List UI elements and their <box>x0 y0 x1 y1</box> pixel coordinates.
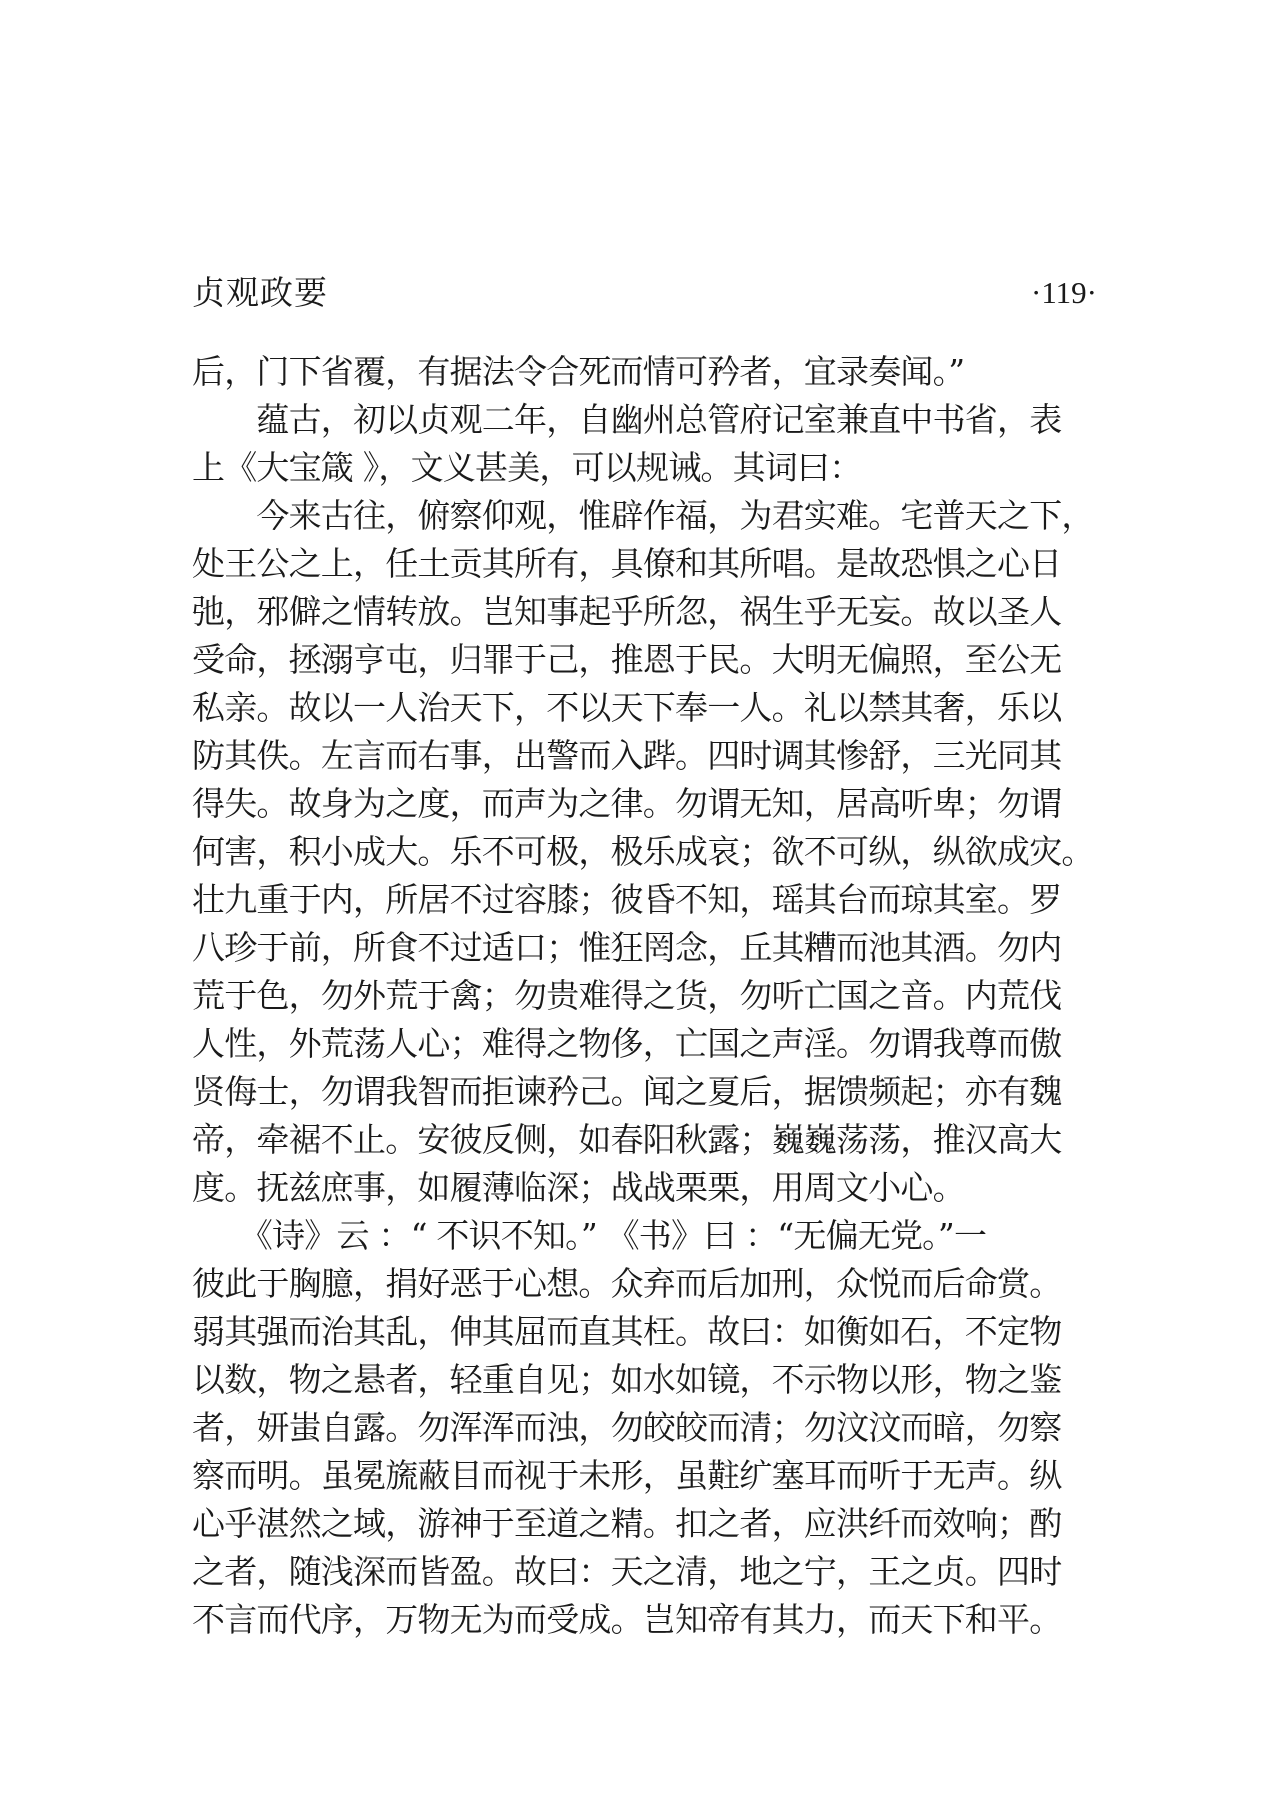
text-line: 度。抚兹庶事，如履薄临深；战战栗栗，用周文小心。 <box>192 1168 965 1207</box>
text-line: 后，门下省覆，有据法令合死而情可矜者，宜录奏闻。” <box>192 352 965 391</box>
text-line: 《诗》云 ：“ 不识不知。” 《书》曰 ：“无偏无党。”一 <box>192 1216 987 1255</box>
text-line: 私亲。故以一人治天下，不以天下奉一人。礼以禁其奢，乐以 <box>192 688 1062 727</box>
book-title: 贞观政要 <box>192 273 328 312</box>
running-header <box>192 268 1097 318</box>
text-line: 防其佚。左言而右事，出警而入跸。四时调其惨舒，三光同其 <box>192 736 1062 775</box>
text-line: 人性，外荒荡人心；难得之物侈，亡国之声淫。勿谓我尊而傲 <box>192 1024 1062 1063</box>
text-line: 以数，物之悬者，轻重自见；如水如镜，不示物以形，物之鉴 <box>192 1360 1062 1399</box>
body-text <box>192 348 1102 1644</box>
text-line: 今来古往，俯察仰观，惟辟作福，为君实难。宅普天之下， <box>192 496 1094 535</box>
text-line: 蕴古，初以贞观二年，自幽州总管府记室兼直中书省，表 <box>192 400 1062 439</box>
text-line: 受命，拯溺亨屯，归罪于己，推恩于民。大明无偏照，至公无 <box>192 640 1062 679</box>
text-line: 处王公之上，任土贡其所有，具僚和其所唱。是故恐惧之心日 <box>192 544 1062 583</box>
text-line: 贤侮士，勿谓我智而拒谏矜己。闻之夏后，据馈频起；亦有魏 <box>192 1072 1062 1111</box>
text-line: 八珍于前，所食不过适口；惟狂罔念，丘其糟而池其酒。勿内 <box>192 928 1062 967</box>
text-line: 何害，积小成大。乐不可极，极乐成哀；欲不可纵，纵欲成灾。 <box>192 832 1094 871</box>
text-line: 荒于色，勿外荒于禽；勿贵难得之货，勿听亡国之音。内荒伐 <box>192 976 1062 1015</box>
text-line: 之者，随浅深而皆盈。故曰：天之清，地之宁，王之贞。四时 <box>192 1552 1062 1591</box>
text-line: 心乎湛然之域，游神于至道之精。扣之者，应洪纤而效响；酌 <box>192 1504 1062 1543</box>
text-line: 壮九重于内，所居不过容膝；彼昏不知，瑶其台而琼其室。罗 <box>192 880 1062 919</box>
text-line: 帝，牵裾不止。安彼反侧，如春阳秋露；巍巍荡荡，推汉高大 <box>192 1120 1062 1159</box>
text-line: 察而明。虽冕旒蔽目而视于未形，虽黈纩塞耳而听于无声。纵 <box>192 1456 1062 1495</box>
text-line: 弱其强而治其乱，伸其屈而直其枉。故曰：如衡如石，不定物 <box>192 1312 1062 1351</box>
text-line: 彼此于胸臆，捐好恶于心想。众弃而后加刑，众悦而后命赏。 <box>192 1264 1062 1303</box>
text-line: 得失。故身为之度，而声为之律。勿谓无知，居高听卑；勿谓 <box>192 784 1062 823</box>
text-line: 弛，邪僻之情转放。岂知事起乎所忽，祸生乎无妄。故以圣人 <box>192 592 1062 631</box>
text-line: 者，妍蚩自露。勿浑浑而浊，勿皎皎而清；勿汶汶而暗，勿察 <box>192 1408 1062 1447</box>
text-line: 上《大宝箴 》，文义甚美，可以规诫。其词曰： <box>192 448 862 487</box>
text-line: 不言而代序，万物无为而受成。岂知帝有其力，而天下和平。 <box>192 1600 1062 1639</box>
page-number: ·119· <box>1031 275 1097 310</box>
